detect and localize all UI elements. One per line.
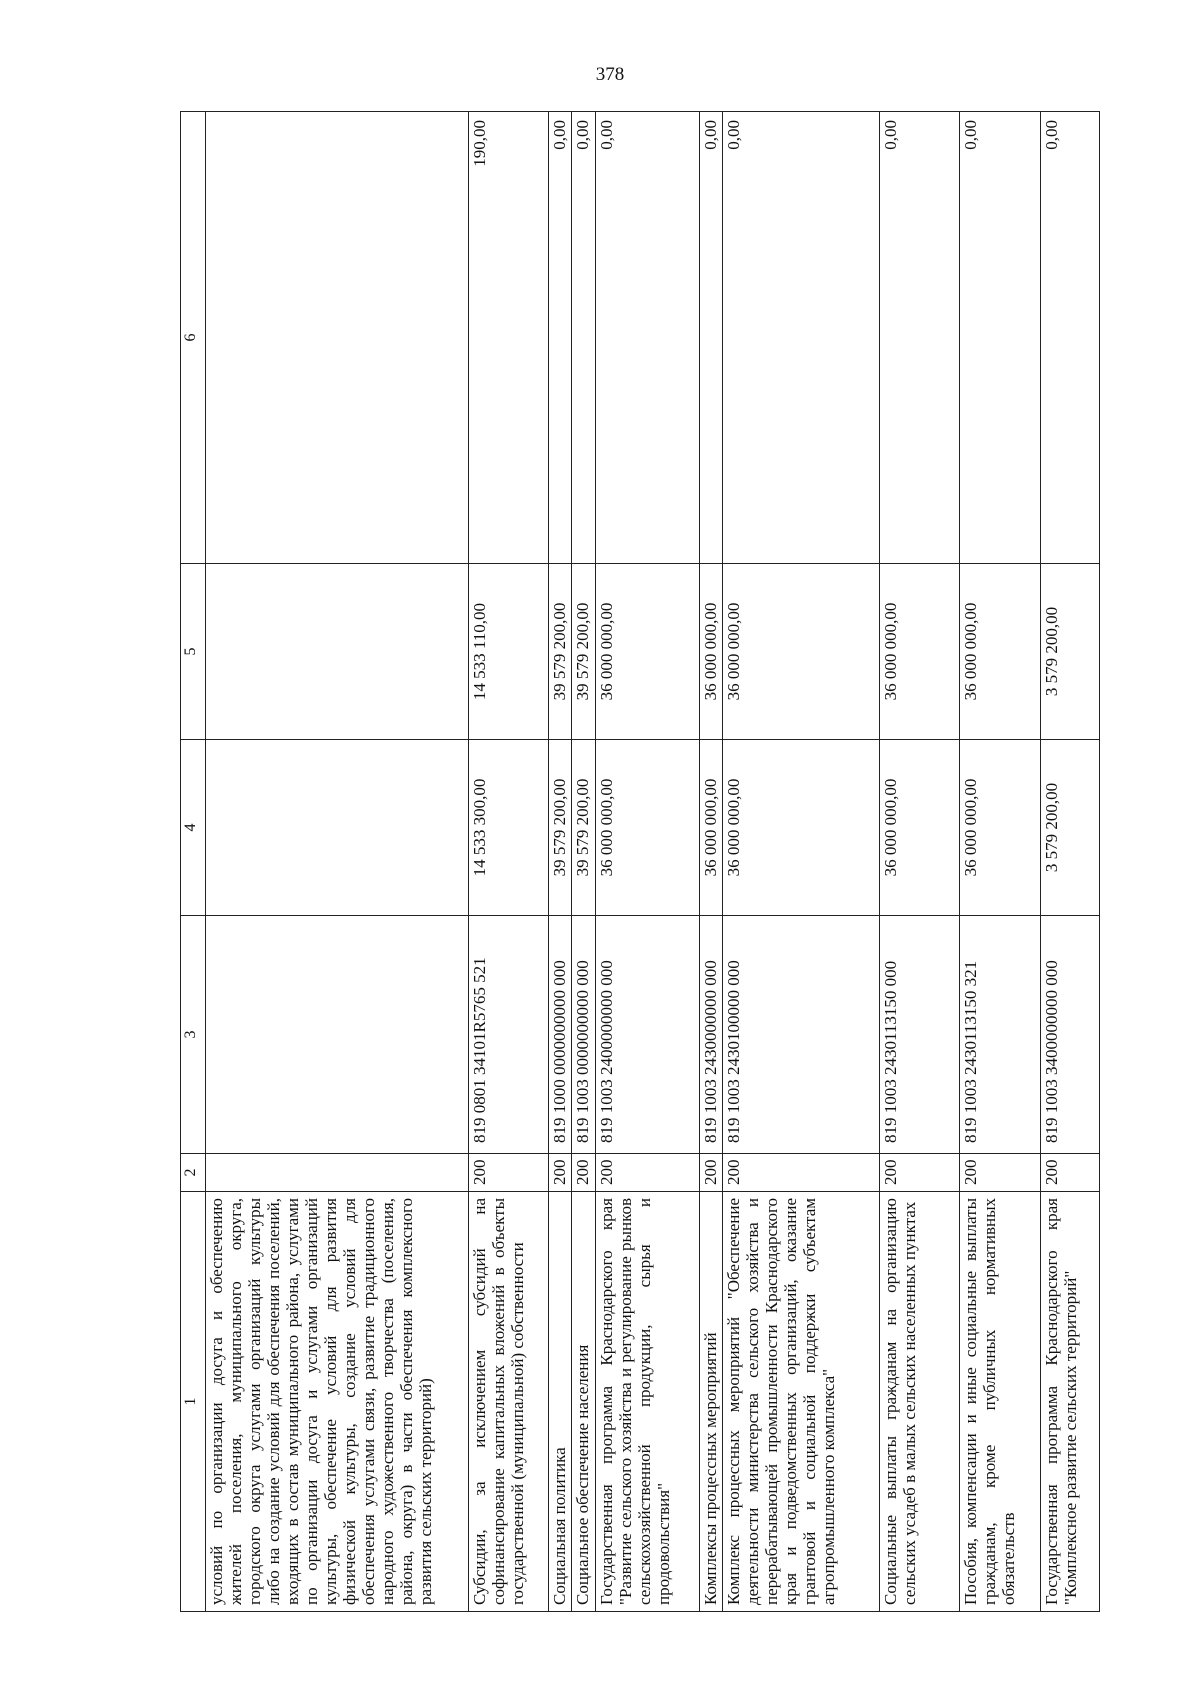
table-row [699,112,722,1612]
row-value-5: 36 000 000,00 [595,564,699,740]
row-code: 819 1003 2430000000 000 [699,916,722,1154]
row-admin: 200 [722,1154,879,1192]
row-value-6: 0,00 [572,112,595,564]
row-admin: 200 [879,1154,959,1192]
table-row [879,112,959,1612]
row-value-5: 36 000 000,00 [879,564,959,740]
row-value-5 [206,564,469,740]
row-name: условий по организации досуга и обеспечению жителей поселения, муниципального округа, городского округа услугами организаций культуры либо на создание условий для обеспечения поселений, входящих в состав муниципального района, услугами по организации досуга и услугами организаций культуры, обеспечение условий для развития физической культуры, создание условий для обеспечения услугами связи, развитие традиционного народного художественного творчества (поселения, района, округа) в части обеспечения комплексного развития сельских территорий) [206,1192,469,1612]
row-value-5: 36 000 000,00 [722,564,879,740]
row-code: 819 1003 2400000000 000 [595,916,699,1154]
row-admin: 200 [960,1154,1040,1192]
table-row [595,112,699,1612]
row-value-6: 0,00 [960,112,1040,564]
row-value-4: 36 000 000,00 [879,740,959,916]
row-value-6: 0,00 [879,112,959,564]
row-value-4: 3 579 200,00 [1040,740,1099,916]
row-name: Социальная политика [549,1192,572,1612]
table-row [572,112,595,1612]
header-col-2: 2 [181,1154,206,1192]
row-value-4: 36 000 000,00 [722,740,879,916]
header-row [181,112,206,1612]
row-value-5: 36 000 000,00 [699,564,722,740]
header-col-5: 5 [181,564,206,740]
row-value-5: 39 579 200,00 [549,564,572,740]
row-admin: 200 [549,1154,572,1192]
row-value-5: 3 579 200,00 [1040,564,1099,740]
row-name: Государственная программа Краснодарского края "Развитие сельского хозяйства и регулирование рынков сельскохозяйственной продукции, сырья и продовольствия" [595,1192,699,1612]
row-name: Субсидии, за исключением субсидий на софинансирование капитальных вложений в объекты государственной (муниципальной) собственности [468,1192,548,1612]
table-row [960,112,1040,1612]
header-col-6: 6 [181,112,206,564]
row-value-6: 0,00 [699,112,722,564]
row-value-4: 39 579 200,00 [572,740,595,916]
row-value-5: 14 533 110,00 [468,564,548,740]
row-value-5: 36 000 000,00 [960,564,1040,740]
table-row [549,112,572,1612]
budget-table [180,111,1100,1612]
row-code: 819 1000 0000000000 000 [549,916,572,1154]
header-col-3: 3 [181,916,206,1154]
header-col-4: 4 [181,740,206,916]
row-name: Государственная программа Краснодарского края "Комплексное развитие сельских территорий" [1040,1192,1099,1612]
table-row [468,112,548,1612]
row-code: 819 0801 34101R5765 521 [468,916,548,1154]
row-value-4: 36 000 000,00 [699,740,722,916]
row-code: 819 1003 2430113150 321 [960,916,1040,1154]
row-code: 819 1003 0000000000 000 [572,916,595,1154]
row-name: Социальное обеспечение населения [572,1192,595,1612]
row-value-6: 0,00 [1040,112,1099,564]
table-row [206,112,469,1612]
row-value-6: 0,00 [549,112,572,564]
row-code: 819 1003 3400000000 000 [1040,916,1099,1154]
row-value-4: 39 579 200,00 [549,740,572,916]
page-number: 378 [595,64,625,85]
row-admin: 200 [572,1154,595,1192]
row-value-5: 39 579 200,00 [572,564,595,740]
row-name: Комплексы процессных мероприятий [699,1192,722,1612]
header-col-1: 1 [181,1192,206,1612]
table-row [1040,112,1099,1612]
row-value-4 [206,740,469,916]
rotated-table-wrapper [180,112,1100,1612]
row-value-4: 14 533 300,00 [468,740,548,916]
row-value-4: 36 000 000,00 [960,740,1040,916]
row-code: 819 1003 2430113150 000 [879,916,959,1154]
row-admin: 200 [468,1154,548,1192]
row-value-6: 0,00 [595,112,699,564]
row-admin: 200 [1040,1154,1099,1192]
row-name: Комплекс процессных мероприятий "Обеспечение деятельности министерства сельского хозяйства и перерабатывающей промышленности Краснодарского края и подведомственных организаций, оказание грантовой и социальной поддержки субъектам агропромышленного комплекса" [722,1192,879,1612]
row-name: Социальные выплаты гражданам на организацию сельских усадеб в малых сельских населенных пунктах [879,1192,959,1612]
row-admin [206,1154,469,1192]
row-code [206,916,469,1154]
row-admin: 200 [595,1154,699,1192]
row-value-4: 36 000 000,00 [595,740,699,916]
row-code: 819 1003 2430100000 000 [722,916,879,1154]
table-row [722,112,879,1612]
row-value-6 [206,112,469,564]
row-value-6: 0,00 [722,112,879,564]
row-name: Пособия, компенсации и иные социальные выплаты гражданам, кроме публичных нормативных обязательств [960,1192,1040,1612]
row-value-6: 190,00 [468,112,548,564]
row-admin: 200 [699,1154,722,1192]
